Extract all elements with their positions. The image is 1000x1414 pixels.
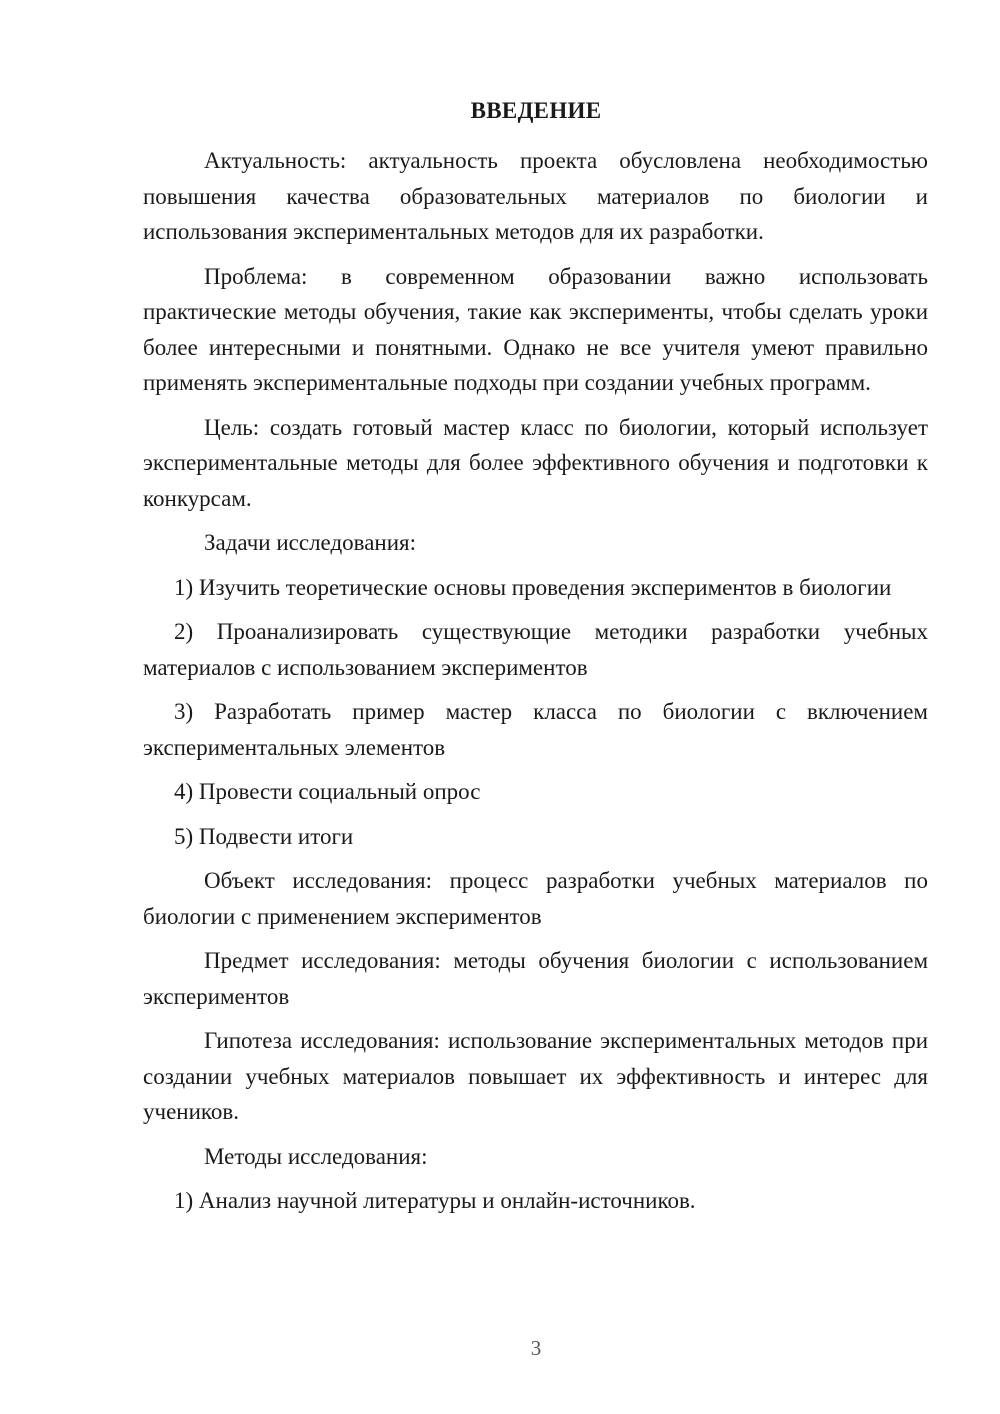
relevance-paragraph: Актуальность: актуальность проекта обусловлена необходимостью повышения качества образовательных материалов по биологии и использования экспериментальных методов для их разработки. bbox=[143, 148, 928, 244]
problem-paragraph: Проблема: в современном образовании важно использовать практические методы обучения, такие как эксперименты, чтобы сделать уроки более интересными и понятными. Однако не все учителя умеют правильно применять экспериментальные подходы при создании учебных программ. bbox=[143, 263, 928, 395]
goal-paragraph: Цель: создать готовый мастер класс по биологии, который использует экспериментальные методы для более эффективного обучения и подготовки к конкурсам. bbox=[143, 414, 928, 511]
section-title: ВВЕДЕНИЕ bbox=[470, 98, 602, 123]
methods-heading: Методы исследования: bbox=[204, 1143, 428, 1169]
task-item: 2) Проанализировать существующие методики разработки учебных материалов с использованием экспериментов bbox=[143, 619, 928, 680]
method-item: 1) Анализ научной литературы и онлайн-источников. bbox=[174, 1188, 696, 1213]
task-item: 3) Разработать пример мастер класса по биологии с включением экспериментальных элементов bbox=[143, 699, 928, 760]
hypothesis-paragraph: Гипотеза исследования: использование экспериментальных методов при создании учебных материалов повышает их эффективность и интерес для учеников. bbox=[143, 1028, 928, 1124]
subject-paragraph: Предмет исследования: методы обучения биологии с использованием экспериментов bbox=[143, 948, 928, 1009]
tasks-heading: Задачи исследования: bbox=[204, 530, 417, 555]
task-item: 4) Провести социальный опрос bbox=[174, 779, 481, 804]
task-item: 5) Подвести итоги bbox=[174, 823, 354, 849]
page-number: 3 bbox=[530, 1336, 542, 1360]
document-body bbox=[143, 143, 928, 1219]
object-paragraph: Объект исследования: процесс разработки учебных материалов по биологии с применением экспериментов bbox=[143, 868, 928, 929]
task-item: 1) Изучить теоретические основы проведения экспериментов в биологии bbox=[174, 574, 892, 600]
